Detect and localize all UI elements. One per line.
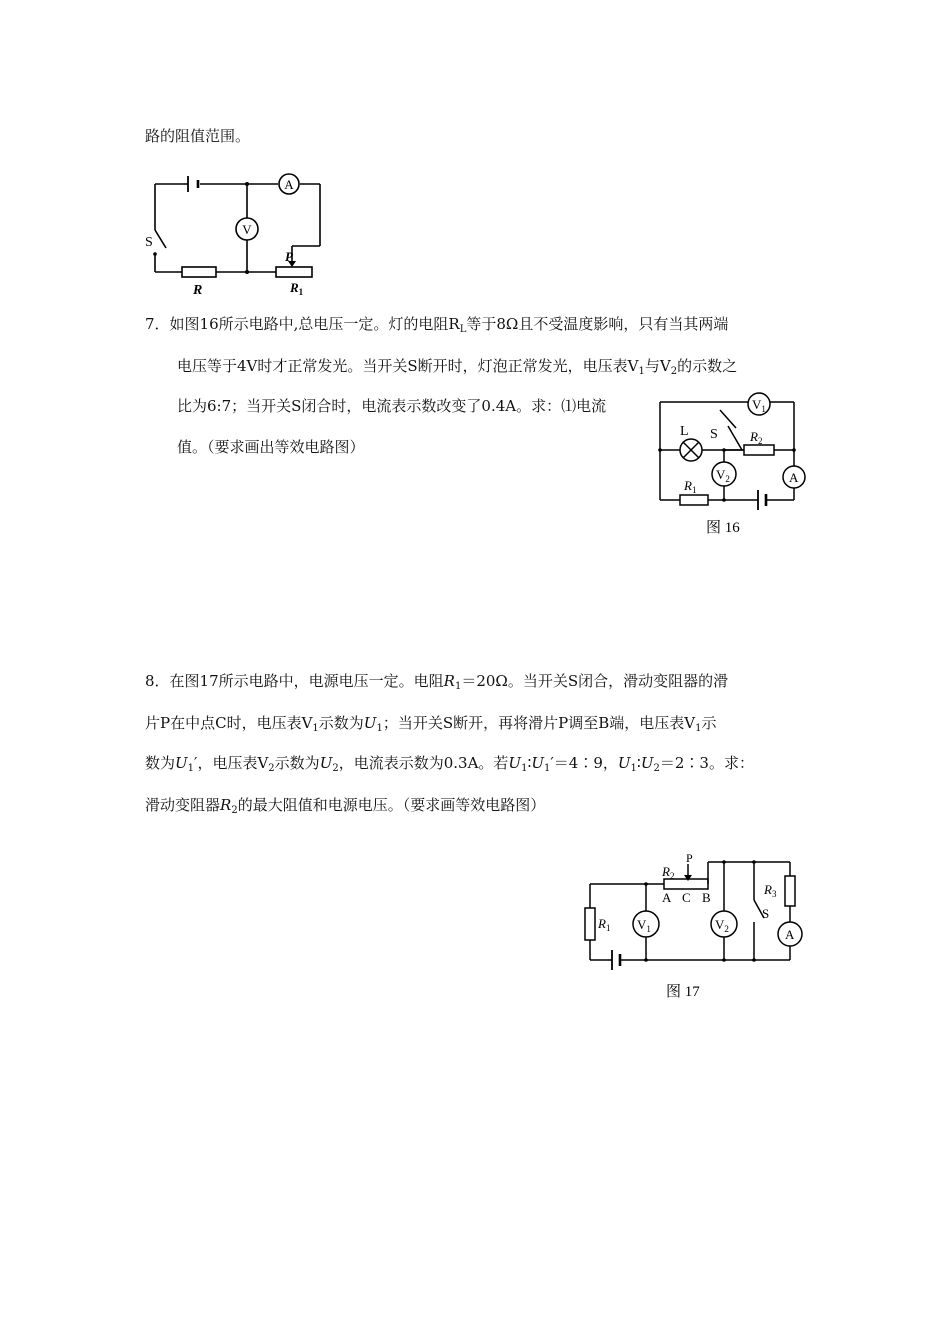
problem-8-line-4: 滑动变阻器$R_2$的最大阻值和电源电压。（要求画等效电路图）	[145, 796, 546, 816]
ammeter-label: A	[789, 470, 799, 485]
end-a-label: A	[662, 890, 672, 905]
circuit-figure-16	[650, 388, 820, 540]
switch-s-label: S	[762, 906, 770, 921]
switch-label: S	[145, 235, 153, 250]
figure-17-caption: 图 17	[666, 984, 700, 1000]
lamp-label: L	[680, 424, 689, 439]
slider-p-label: P	[686, 852, 693, 865]
slider-p-label: P	[285, 249, 293, 264]
point-c-label: C	[682, 890, 691, 905]
r2-label: $R_2$	[750, 429, 763, 446]
problem-8-line-2: 片P在中点C时，电压表$V_1$示数为$U_1$；当开关S断开，再将滑片P调至B端，电压表$V_1$示	[145, 714, 717, 734]
problem-6-tail: 路的阻值范围。	[145, 127, 251, 145]
circuit-figure-17	[578, 852, 808, 1007]
problem-7-line-3: 比为6:7；当开关S闭合时，电流表示数改变了0.4A。求：⑴电流	[177, 397, 607, 415]
ammeter-label: A	[785, 927, 795, 942]
v2-label: $V_2$	[716, 467, 730, 484]
problem-7-line-2: 电压等于4V时才正常发光。当开关S断开时，灯泡正常发光，电压表$V_1$与$V_2$的示数之	[177, 357, 738, 377]
problem-7-line-1: 7．如图16所示电路中,总电压一定。灯的电阻$R_L$等于8Ω且不受温度影响，只有当其两端	[145, 315, 729, 335]
switch-s-label: S	[710, 427, 718, 442]
v1-label: $V_1$	[752, 397, 766, 414]
r1-label: $R_1$	[598, 916, 611, 933]
resistor-r-label: R	[193, 283, 203, 298]
figure-16-caption: 图 16	[706, 520, 740, 536]
problem-8-line-1: 8．在图17所示电路中，电源电压一定。电阻$R_1=20\Omega$。当开关S闭合，滑动变阻器的滑	[145, 672, 729, 692]
problem-7-line-4: 值。（要求画出等效电路图）	[177, 438, 365, 456]
v1-label: $V_1$	[637, 917, 651, 934]
r2-label: $R_2$	[662, 864, 675, 881]
r1-label: $R_1$	[684, 478, 697, 495]
end-b-label: B	[702, 890, 711, 905]
resistor-r1-label: $R_1$	[290, 280, 304, 297]
voltmeter-label: V	[242, 222, 252, 237]
v2-label: $V_2$	[715, 917, 729, 934]
circuit-figure-6	[140, 168, 340, 300]
ammeter-label: A	[284, 177, 294, 192]
r3-label: $R_3$	[764, 882, 777, 899]
problem-8-line-3: 数为$U_1'$，电压表$V_2$示数为$U_2$，电流表示数为0.3A。若$U_1∶U_1'=4∶9$，$U_1∶U_2=2∶3$。求：	[145, 754, 754, 774]
